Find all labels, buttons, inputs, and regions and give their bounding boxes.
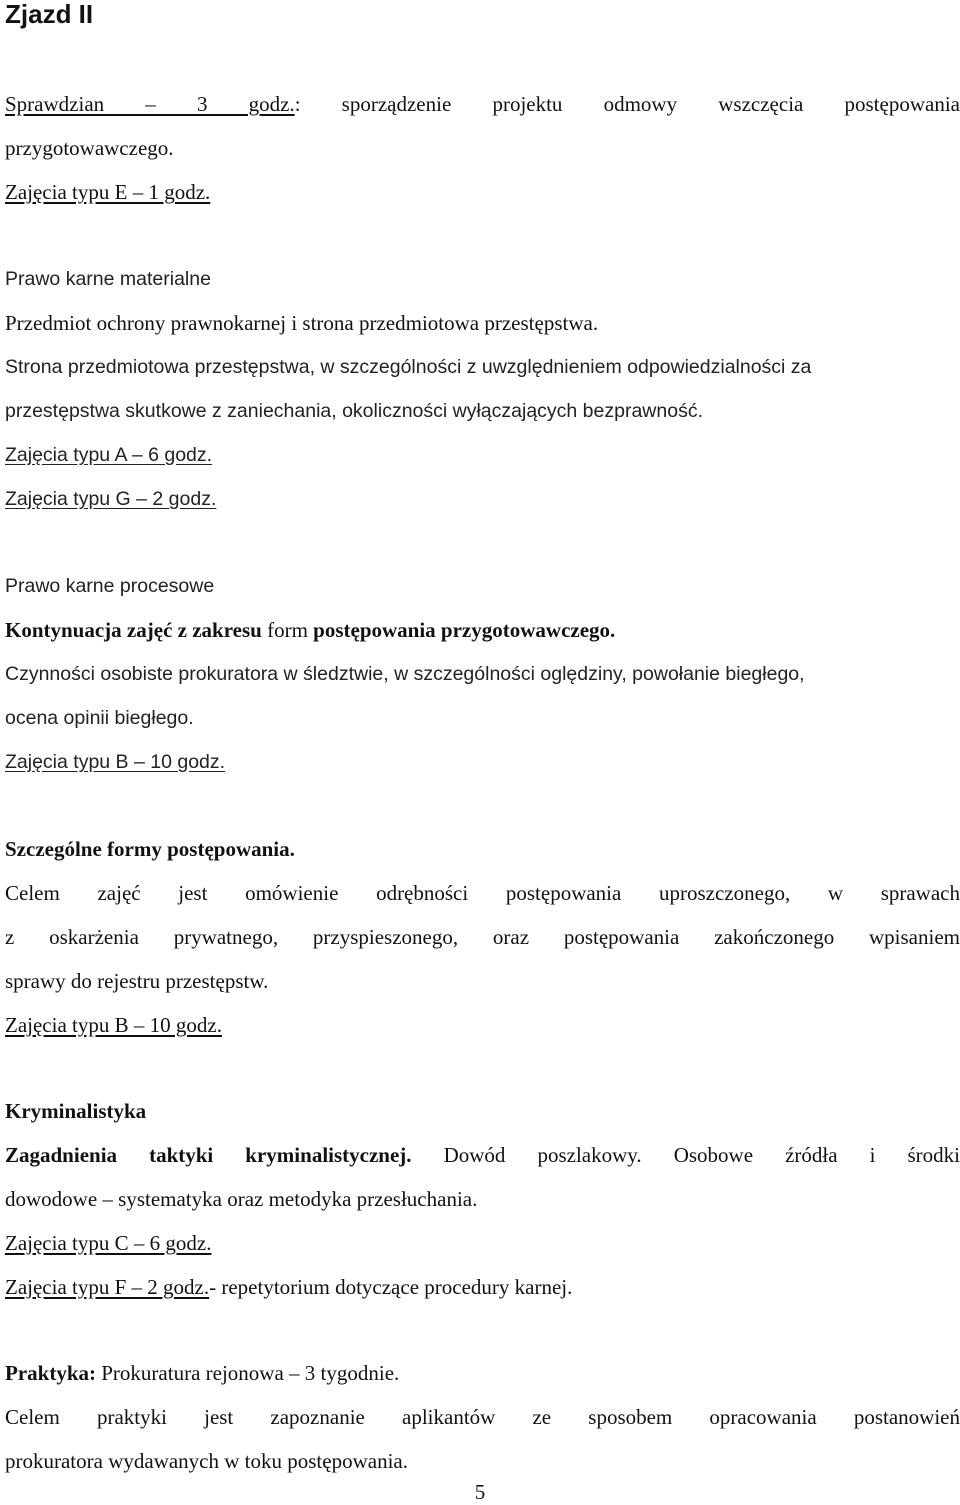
praktyka-line — [5, 1360, 399, 1386]
classes-type-f-description: - repetytorium dotyczące procedury karnej. — [209, 1275, 573, 1299]
szczegolne-description-line-2: z oskarżenia prywatnego, przyspieszonego, oraz postępowania zakończonego wpisaniem — [5, 925, 960, 949]
kryminalistyka-line-2: dowodowe – systematyka oraz metodyka przesłuchania. — [5, 1187, 478, 1211]
sprawdzian-description: : sporządzenie projektu odmowy wszczęcia postępowania — [294, 92, 960, 116]
szczegolne-description-line-1: Celem zajęć jest omówienie odrębności postępowania uproszczonego, w sprawach — [5, 881, 960, 905]
page-number: 5 — [474, 1480, 486, 1504]
kryminalistyka-topic-rest: Dowód poszlakowy. Osobowe źródła i środki — [411, 1143, 960, 1167]
materialne-topic-line: Przedmiot ochrony prawnokarnej i strona przedmiotowa przestępstwa. — [5, 311, 599, 335]
classes-type-f-line — [5, 1274, 572, 1300]
procesowe-subheading-part-1: Kontynuacja zajęć z zakresu — [5, 618, 268, 642]
sprawdzian-line — [5, 91, 960, 117]
section-heading-prawo-karne-procesowe: Prawo karne procesowe — [5, 575, 215, 597]
procesowe-subheading-part-3: postępowania przygotowawczego. — [307, 618, 616, 642]
procesowe-description-line-2: ocena opinii biegłego. — [5, 707, 194, 729]
sprawdzian-continuation: przygotowawczego. — [5, 136, 174, 160]
szczegolne-description-line-3: sprawy do rejestru przestępstw. — [5, 969, 269, 993]
classes-type-e: Zajęcia typu E – 1 godz. — [5, 180, 211, 204]
classes-type-c: Zajęcia typu C – 6 godz. — [5, 1231, 212, 1255]
classes-type-g: Zajęcia typu G – 2 godz. — [5, 488, 217, 510]
procesowe-subheading-part-2: form — [267, 618, 308, 642]
classes-type-a: Zajęcia typu A – 6 godz. — [5, 444, 213, 466]
procesowe-description-line-1: Czynności osobiste prokuratora w śledztwie, w szczególności oględziny, powołanie biegłego, — [5, 663, 805, 685]
section-heading-szczegolne-formy: Szczególne formy postępowania. — [5, 837, 295, 861]
praktyka-description-line-1: Celem praktyki jest zapoznanie aplikantów ze sposobem opracowania postanowień — [5, 1405, 960, 1429]
kryminalistyka-topic: Zagadnienia taktyki kryminalistycznej. — [5, 1143, 412, 1167]
kryminalistyka-line-1 — [5, 1142, 960, 1168]
praktyka-description-line-2: prokuratora wydawanych w toku postępowania. — [5, 1449, 408, 1473]
classes-type-f: Zajęcia typu F – 2 godz. — [5, 1275, 210, 1299]
materialne-description-line-2: przestępstwa skutkowe z zaniechania, okoliczności wyłączających bezprawność. — [5, 400, 703, 422]
page-title: Zjazd II — [5, 0, 94, 29]
section-heading-kryminalistyka: Kryminalistyka — [5, 1099, 147, 1123]
classes-type-b-procesowe: Zajęcia typu B – 10 godz. — [5, 751, 226, 773]
section-heading-prawo-karne-materialne: Prawo karne materialne — [5, 268, 211, 290]
praktyka-location: Prokuratura rejonowa – 3 tygodnie. — [96, 1361, 400, 1385]
materialne-description-line-1: Strona przedmiotowa przestępstwa, w szczególności z uwzględnieniem odpowiedzialności za — [5, 356, 812, 378]
classes-type-b-szczegolne: Zajęcia typu B – 10 godz. — [5, 1013, 222, 1037]
praktyka-label: Praktyka: — [5, 1361, 96, 1385]
sprawdzian-link: Sprawdzian – 3 godz. — [5, 92, 295, 116]
procesowe-subheading — [5, 617, 615, 643]
